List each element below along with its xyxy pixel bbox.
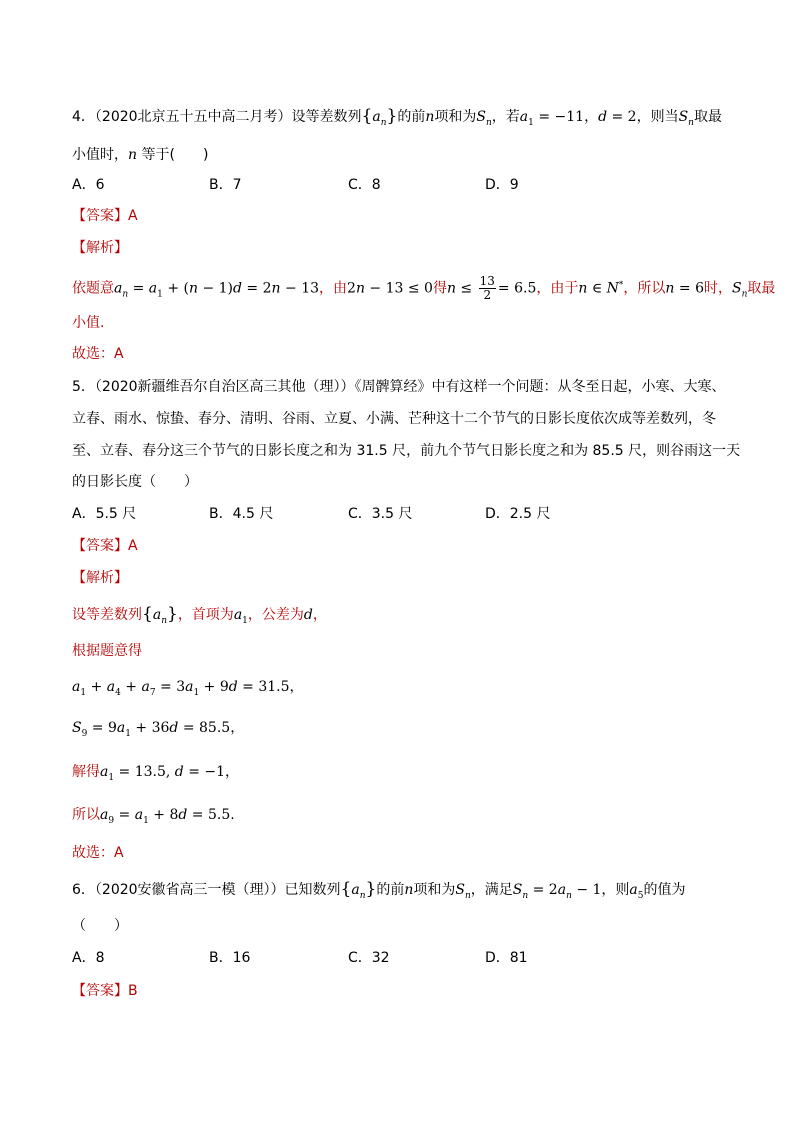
q5-solution-line2: 根据题意得 (72, 643, 142, 659)
q5-stem-line3: 至、立春、春分这三个节气的日影长度之和为 31.5 尺，前九个节气日影长度之和为 85.5 尺，则谷雨这一天 (72, 443, 741, 459)
q5-choose: 故选：A (72, 845, 124, 861)
q4-option-c: C．8 (348, 177, 381, 193)
q5-solution-line1: 设等差数列$\{a_n\}$，首项为$a_1$，公差为d， (72, 604, 327, 626)
q4-option-a: A．6 (72, 177, 105, 193)
q5-option-a: A．5.5 尺 (72, 506, 137, 522)
q6-stem-line2: （ ） (72, 918, 128, 934)
q4-option-d: D．9 (485, 177, 519, 193)
q4-choose: 故选：A (72, 346, 124, 362)
q5-stem-line2: 立春、雨水、惊蛰、春分、清明、谷雨、立夏、小满、芒种这十二个节气的日影长度依次成等差数列，冬 (72, 411, 716, 427)
q4-stem-line2: 小值时，n 等于( ) (72, 147, 209, 163)
q4-answer: 【答案】A (72, 208, 138, 224)
q5-option-c: C．3.5 尺 (348, 506, 413, 522)
q5-solution-line6: 所以$a_9 = a_1 + 8d = 5.5$. (72, 807, 235, 826)
q4-analysis-label: 【解析】 (72, 240, 128, 256)
q6-option-c: C．32 (348, 950, 390, 966)
q6-option-d: D．81 (485, 950, 528, 966)
q4-stem-line1: 4．（2020北京五十五中高二月考）设等差数列$\{a_n\}$的前n项和为$S_n$，若$a_1 = -11$，d = 2，则当$S_n$取最 (72, 106, 722, 128)
q5-analysis-label: 【解析】 (72, 570, 128, 586)
q6-option-a: A．8 (72, 950, 105, 966)
q5-solution-line3: $a_1 + a_4 + a_7 = 3a_1 + 9d = 31.5$， (72, 679, 304, 698)
q5-solution-line4: $S_9 = 9a_1 + 36d = 85.5$， (72, 720, 245, 739)
q6-answer: 【答案】B (72, 983, 138, 999)
q6-stem-line1: 6．（2020安徽省高三一模（理））已知数列$\{a_n\}$的前n项和为$S_n$，满足$S_n = 2a_n - 1$，则$a_5$的值为 (72, 879, 686, 901)
q5-option-b: B．4.5 尺 (209, 506, 274, 522)
q4-solution-line2: 小值. (72, 315, 105, 331)
q5-solution-line5: 解得$a_1 = 13.5$, d = −1， (72, 764, 240, 783)
q5-answer: 【答案】A (72, 538, 138, 554)
q6-option-b: B．16 (209, 950, 251, 966)
q4-solution-line1: 依题意$a_n = a_1 + (n - 1)d = 2n - 13$，由2n − 13 ≤ 0得n ≤ $\frac{13}{2}$ = 6.5，由于n ∈ N*，所以n = 6时，$S_n$取最 (72, 274, 776, 303)
q5-stem-line4: 的日影长度（ ） (72, 474, 198, 490)
q5-option-d: D．2.5 尺 (485, 506, 551, 522)
q5-stem-line1: 5．（2020新疆维吾尔自治区高三其他（理））《周髀算经》中有这样一个问题：从冬至日起，小寒、大寒、 (72, 379, 726, 395)
q4-option-b: B．7 (209, 177, 242, 193)
